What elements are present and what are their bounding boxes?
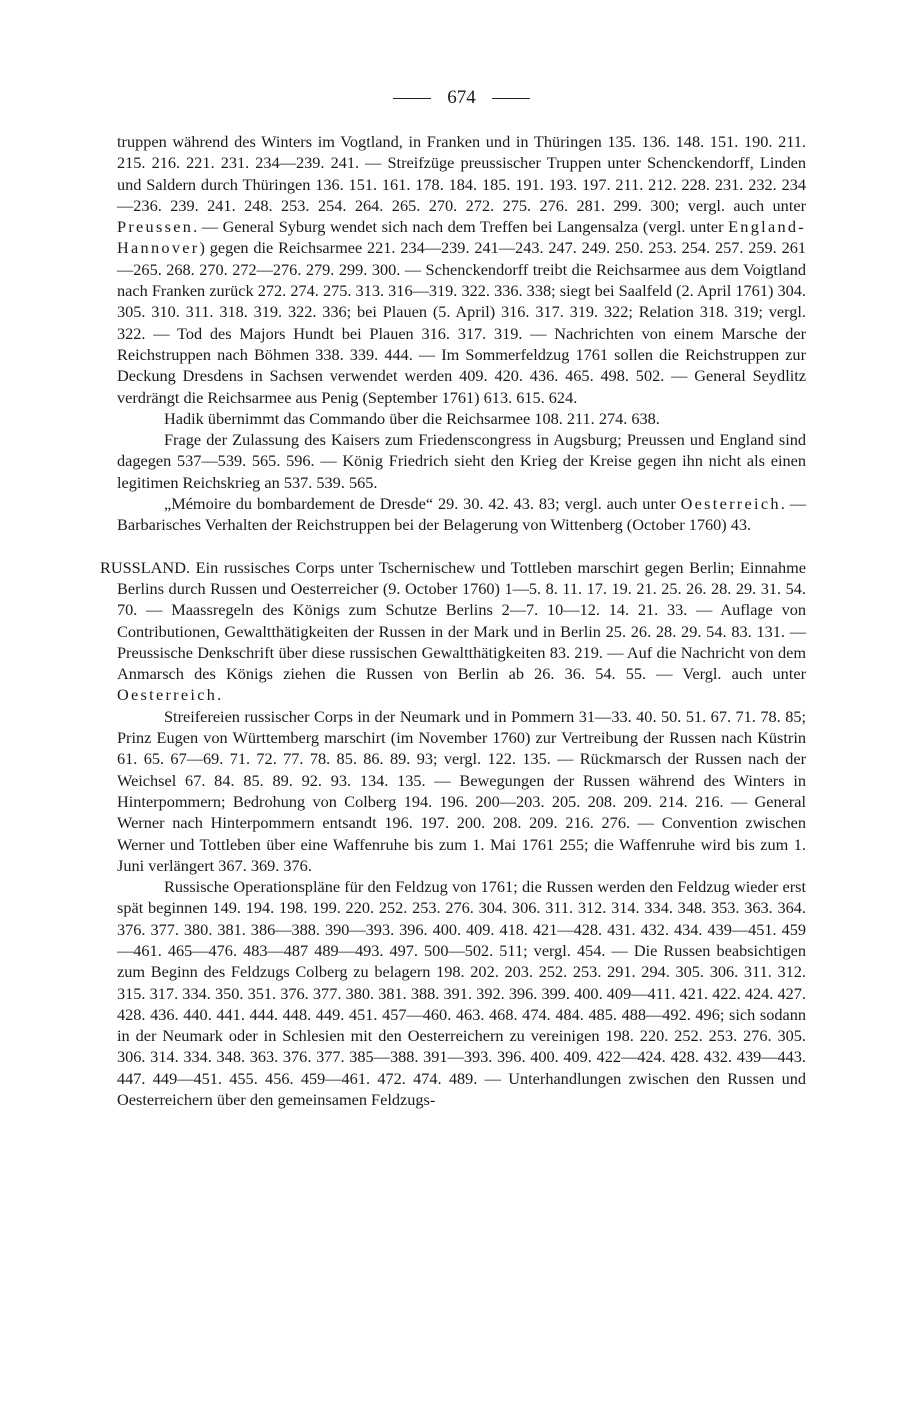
text-run: Frage der Zulassung des Kaisers zum Friedenscongress in Augsburg; Preussen und England sind dagegen 537—539. 565. 596. — König Friedrich sieht den Krieg der Kreise gegen ihn nicht als einen legitimen Reichskrieg an 537. 539. 565. [117,430,806,492]
text-run: . — General Syburg wendet sich nach dem Treffen bei Langensalza (vergl. unter [193,217,729,237]
page-number: 674 [447,87,476,108]
index-paragraph [117,429,806,493]
text-run: . [217,685,222,705]
index-paragraph [117,876,806,1110]
index-paragraph [117,706,806,876]
index-paragraph [117,408,806,429]
text-run: . — Barbarisches Verhalten der Reichstruppen bei der Belagerung von Wittenberg (October 1760) 43. [117,494,806,535]
continued-entry [117,131,806,408]
text-run: truppen während des Winters im Vogtland, in Franken und in Thüringen 135. 136. 148. 151. 190. 211. 215. 216. 221. 231. 234—239. 241. — Streifzüge preussischer Truppen unter Schenckendorff, Linden und Saldern durch Thüringen 136. 151. 161. 178. 184. 185. 191. 193. 197. 211. 212. 228. 231. 232. 234—236. 239. 241. 248. 253. 254. 264. 265. 270. 272. 275. 276. 281. 299. 300; vergl. auch unter [117,132,806,215]
spaced-cross-reference: Oesterreich [117,685,218,705]
spaced-cross-reference: Preussen [117,217,194,237]
text-run: ) gegen die Reichsarmee 221. 234—239. 241—243. 247. 249. 250. 253. 254. 257. 259. 261—265. 268. 270. 272—276. 279. 299. 300. — Schenckendorff treibt die Reichsarmee aus dem Voigtland nach Franken zurück 272. 274. 275. 313. 316—319. 322. 336. 338; siegt bei Saalfeld (2. April 1761) 304. 305. 310. 311. 318. 319. 322. 336; bei Plauen (5. April) 316. 317. 319. 322; Relation 318. 319; vergl. 322. — Tod des Majors Hundt bei Plauen 316. 317. 319. — Nachrichten von einem Marsche der Reichstruppen nach Böhmen 338. 339. 444. — Im Sommerfeldzug 1761 sollen die Reichstruppen zur Deckung Dresdens in Sachsen verwendet werden 409. 420. 436. 465. 498. 502. — General Seydlitz verdrängt die Reichsarmee aus Penig (September 1761) 613. 615. 624. [117,238,806,407]
header-rule-left [393,98,431,99]
header-rule-right [492,98,530,99]
section-entry [100,557,806,706]
index-text [100,131,806,1110]
spaced-cross-reference: England-Hannover [117,217,806,258]
text-run: RUSSLAND. Ein russisches Corps unter Tschernischew und Tottleben marschirt gegen Berlin; Einnahme Berlins durch Russen und Oesterreicher (9. October 1760) 1—5. 8. 11. 17. 19. 21. 25. 26. 28. 29. 31. 54. 70. — Maassregeln des Königs zum Schutze Berlins 2—7. 10—12. 14. 21. 33. — Auflage von Contributionen, Gewaltthätigkeiten der Russen in der Mark und in Berlin 25. 26. 28. 29. 54. 83. 131. — Preussische Denkschrift über diese russischen Gewaltthätigkeiten 83. 219. — Auf die Nachricht von dem Anmarsch des Königs ziehen die Russen von Berlin ab 26. 36. 54. 55. — Vergl. auch unter [100,557,806,684]
text-run: Hadik übernimmt das Commando über die Reichsarmee 108. 211. 274. 638. [164,408,660,428]
index-paragraph [117,493,806,536]
text-run: Russische Operationspläne für den Feldzug von 1761; die Russen werden den Feldzug wieder erst spät beginnen 149. 194. 198. 199. 220. 252. 253. 276. 304. 306. 311. 312. 314. 334. 348. 353. 363. 364. 376. 377. 380. 381. 386—388. 390—393. 396. 400. 409. 418. 421—428. 431. 432. 434. 439—451. 459—461. 465—476. 483—487 489—493. 497. 500—502. 511; vergl. 454. — Die Russen beabsichtigen zum Beginn des Feldzugs Colberg zu belagern 198. 202. 203. 252. 253. 291. 294. 305. 306. 311. 312. 315. 317. 334. 350. 351. 376. 377. 380. 381. 388. 391. 392. 396. 399. 400. 409—411. 421. 422. 424. 427. 428. 436. 440. 441. 444. 448. 449. 451. 457—460. 463. 468. 474. 484. 485. 488—492. 496; sich sodann in der Neumark oder in Schlesien mit den Oesterreichern zu vereinigen 198. 220. 252. 253. 276. 305. 306. 314. 334. 348. 363. 376. 377. 385—388. 391—393. 396. 400. 409. 422—424. 428. 432. 439—443. 447. 449—451. 455. 456. 459—461. 472. 474. 489. — Unterhandlungen zwischen den Russen und Oesterreichern über den gemeinsamen Feldzugs- [117,877,806,1110]
text-run: Streifereien russischer Corps in der Neumark und in Pommern 31—33. 40. 50. 51. 67. 71. 78. 85; Prinz Eugen von Württemberg marschirt (im November 1760) zur Vertreibung der Russen nach Küstrin 61. 65. 67—69. 71. 72. 77. 78. 85. 86. 89. 93; vergl. 122. 135. — Rückmarsch der Russen nach der Weichsel 67. 84. 85. 89. 92. 93. 134. 135. — Bewegungen der Russen während des Winters in Hinterpommern; Bedrohung von Colberg 194. 196. 200—203. 205. 208. 209. 214. 216. — General Werner nach Hinterpommern entsandt 196. 197. 200. 208. 209. 216. 276. — Convention zwischen Werner und Tottleben über eine Waffenruhe bis zum 1. Mai 1761 255; die Waffenruhe wird bis zum 1. Juni verlängert 367. 369. 376. [117,706,806,875]
page-number-header [117,86,806,110]
spaced-cross-reference: Oesterreich [680,494,781,514]
text-run: „Mémoire du bombardement de Dresde“ 29. 30. 42. 43. 83; vergl. auch unter [164,494,681,514]
